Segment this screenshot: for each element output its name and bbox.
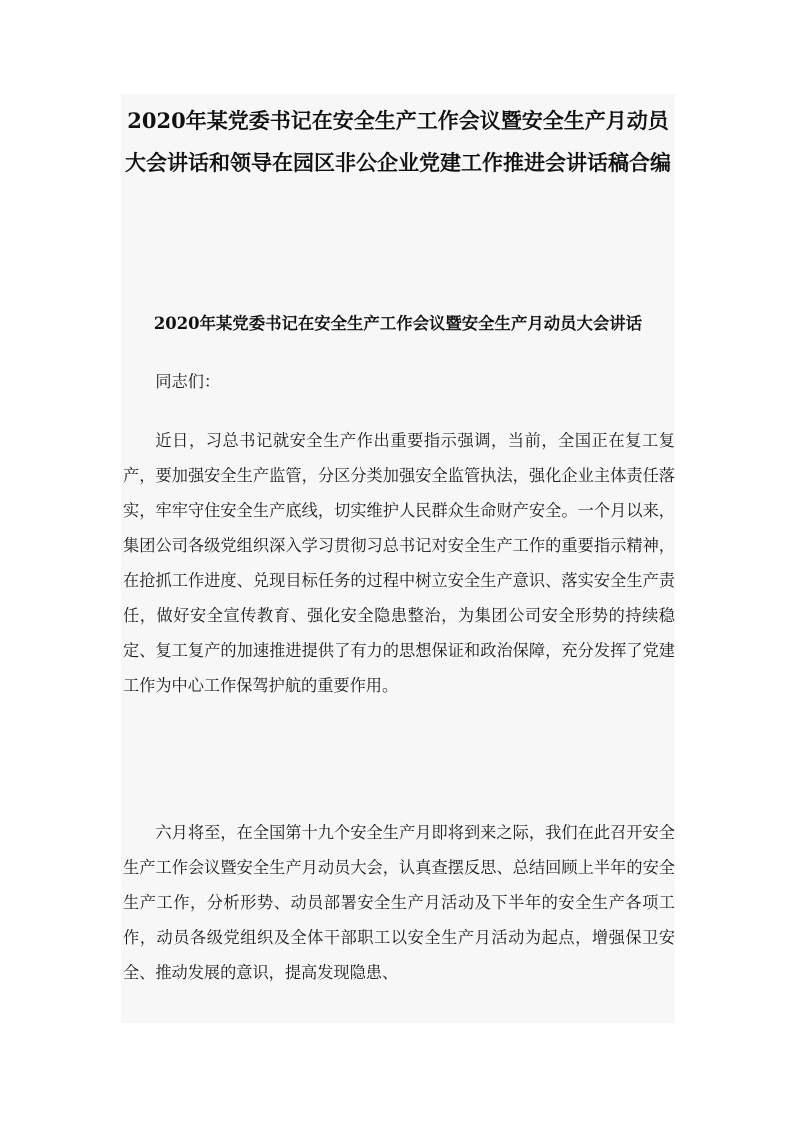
section-title: 2020年某党委书记在安全生产工作会议暨安全生产月动员大会讲话	[153, 314, 643, 333]
body-paragraph-2: 六月将至，在全国第十九个安全生产月即将到来之际，我们在此召开安全生产工作会议暨安全生产月动员大会，认真查摆反思、总结回顾上半年的安全生产工作，分析形势、动员部署安全生产月活动及下半年的安全生产各项工作，动员各级党组织及全体干部职工以安全生产月活动为起点，增强保卫安全、推动发展的意识，提高发现隐患、	[123, 823, 675, 982]
document-title: 2020年某党委书记在安全生产工作会议暨安全生产月动员大会讲话和领导在园区非公企业党建工作推进会讲话稿合编	[125, 108, 671, 175]
greeting-line: 同志们：	[155, 372, 221, 391]
body-paragraph-1: 近日，习总书记就安全生产作出重要指示强调，当前，全国正在复工复产，要加强安全生产监管，分区分类加强安全监管执法，强化企业主体责任落实，牢牢守住安全生产底线，切实维护人民群众生命财产安全。一个月以来，集团公司各级党组织深入学习贯彻习总书记对安全生产工作的重要指示精神，在抢抓工作进度、兑现目标任务的过程中树立安全生产意识、落实安全生产责任，做好安全宣传教育、强化安全隐患整治，为集团公司安全形势的持续稳定、复工复产的加速推进提供了有力的思想保证和政治保障，充分发挥了党建工作为中心工作保驾护航的重要作用。	[123, 431, 675, 695]
